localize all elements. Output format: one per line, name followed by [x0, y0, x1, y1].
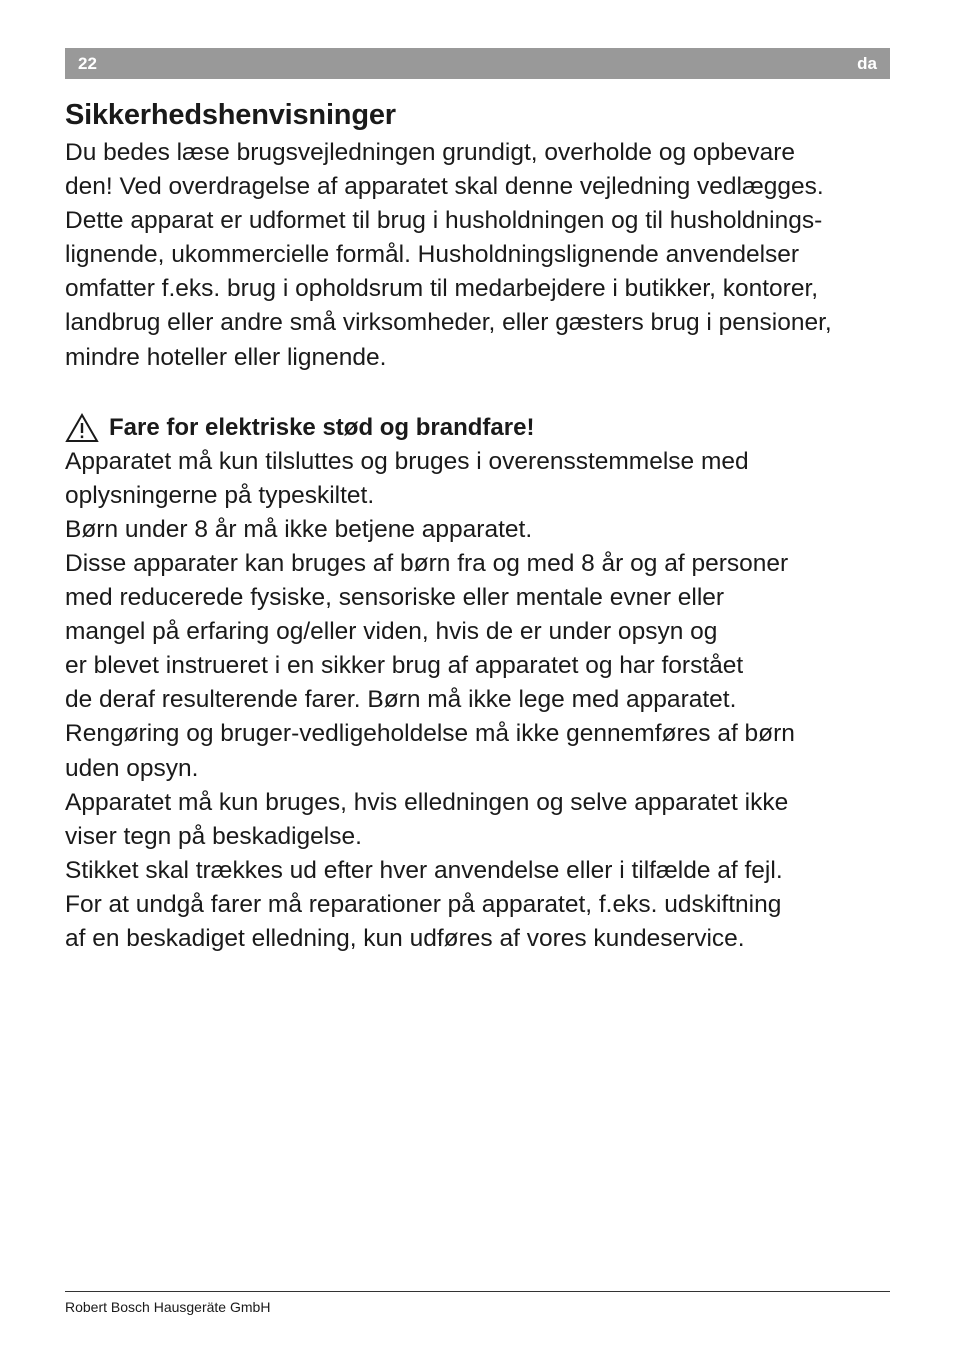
intro-text: Du bedes læse brugsvejledningen grundigt, overholde og opbevare den! Ved overdragelse af apparatet skal denne vejledning vedlægges. Dette apparat er udformet til brug i husholdningen og til husholdnings- lignende, ukommercielle formål. Husholdningslignende anvendelser omfatter f.eks. brug i opholdsrum til medarbejdere i butikker, kontorer, landbrug eller andre små virksomheder, eller gæsters brug i pensioner, mindre hoteller eller lignende.	[65, 139, 832, 371]
warning-text: Apparatet må kun tilsluttes og bruges i overensstemmelse med oplysningerne på typeskiltet. Børn under 8 år må ikke betjene apparatet. Disse apparater kan bruges af børn fra og med 8 år og af personer med reducerede fysiske, sensoriske eller mentale evner eller mangel på erfaring og/eller viden, hvis de er under opsyn og er blevet instrueret i en sikker brug af apparatet og har forstået de deraf resulterende farer. Børn må ikke lege med apparatet. Rengøring og bruger-vedligeholdelse må ikke gennemføres af børn uden opsyn. Apparatet må kun bruges, hvis elledningen og selve apparatet ikke viser tegn på beskadigelse. Stikket skal trækkes ud efter hver anvendelse eller i tilfælde af fejl. For at undgå farer må reparationer på apparatet, f.eks. udskiftning af en beskadiget elledning, kun udføres af vores kundeservice.	[65, 447, 795, 952]
page-number: 22	[78, 53, 97, 73]
page-header-bar	[65, 48, 890, 79]
footer-company: Robert Bosch Hausgeräte GmbH	[65, 1299, 271, 1315]
language-code: da	[857, 53, 877, 73]
warning-heading	[65, 411, 895, 445]
section-title: Sikkerhedshenvisninger	[65, 99, 396, 131]
warning-triangle-icon	[65, 413, 99, 443]
page-content	[65, 94, 895, 956]
footer-divider	[65, 1291, 890, 1292]
warning-title: Fare for elektriske stød og brandfare!	[109, 413, 535, 441]
